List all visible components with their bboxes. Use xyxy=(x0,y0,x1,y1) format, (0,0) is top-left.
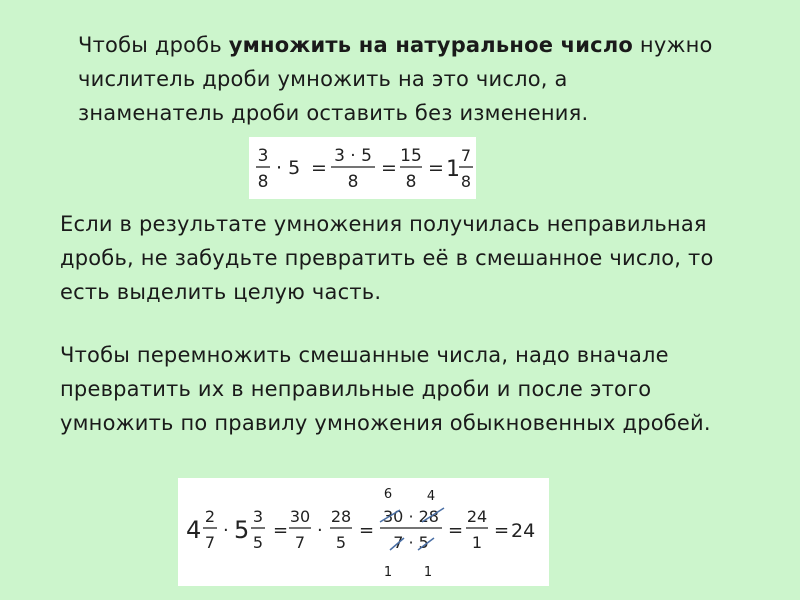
f2-m1-num: 2 xyxy=(204,507,216,526)
formula-example-1 xyxy=(249,137,476,199)
f2-eq3: = xyxy=(448,520,464,541)
f2-dot2: · xyxy=(317,520,323,541)
f2-big-num: 30 · 28 xyxy=(383,507,439,526)
f1-frac1-den: 8 xyxy=(257,172,269,192)
rule1-bold: умножить на натуральное число xyxy=(228,33,634,57)
f1-frac3-den: 8 xyxy=(405,172,417,192)
f2-i1-den: 7 xyxy=(294,533,306,552)
f1-multiplier: · 5 xyxy=(276,157,301,179)
rule1-intro: Чтобы дробь xyxy=(78,33,229,57)
rule1-rest: нужно числитель дроби умножить на это число, а знаменатель дроби оставить без изменения. xyxy=(78,33,713,125)
f2-eq4: = xyxy=(494,520,510,541)
f1-eq1: = xyxy=(311,157,327,179)
f1-frac2-den: 8 xyxy=(347,172,359,192)
f2-eq2: = xyxy=(359,520,375,541)
f2-result: 24 xyxy=(511,520,536,542)
rule-improper-fraction: Если в результате умножения получилась неправильная дробь, не забудьте превратить её в смешанное число, то есть выделить целую часть. xyxy=(60,212,714,304)
f2-m2-den: 5 xyxy=(252,533,264,552)
f1-mixed-den: 8 xyxy=(460,172,472,191)
f2-note-bot-2: 1 xyxy=(423,565,433,580)
f2-i1-num: 30 xyxy=(289,507,311,526)
f2-res-den: 1 xyxy=(471,533,483,552)
f2-i2-num: 28 xyxy=(330,507,352,526)
f2-m1-whole: 4 xyxy=(186,516,202,544)
f1-eq3: = xyxy=(428,157,444,179)
f2-m1-den: 7 xyxy=(204,533,216,552)
f1-frac1-num: 3 xyxy=(257,146,269,166)
f2-note-top-1: 6 xyxy=(383,487,393,502)
f2-m2-num: 3 xyxy=(252,507,264,526)
f1-frac3-num: 15 xyxy=(400,146,422,166)
f2-dot1: · xyxy=(223,520,229,541)
f2-eq1: = xyxy=(273,520,289,541)
f1-mixed-whole: 1 xyxy=(446,157,460,182)
f1-mixed-num: 7 xyxy=(460,146,472,165)
f2-big-den: 7 · 5 xyxy=(393,533,429,552)
rule-mixed-numbers: Чтобы перемножить смешанные числа, надо вначале превратить их в неправильные дроби и после этого умножить по правилу умножения обыкновенных дробей. xyxy=(60,343,711,435)
f1-eq2: = xyxy=(381,157,397,179)
f1-frac2-num: 3 · 5 xyxy=(334,146,372,166)
rule-multiply-natural xyxy=(78,28,718,130)
f2-m2-whole: 5 xyxy=(234,516,250,544)
f2-res-num: 24 xyxy=(466,507,488,526)
formula-example-2 xyxy=(178,478,549,586)
f2-i2-den: 5 xyxy=(335,533,347,552)
f2-note-bot-1: 1 xyxy=(383,565,393,580)
f2-note-top-2: 4 xyxy=(426,489,436,504)
